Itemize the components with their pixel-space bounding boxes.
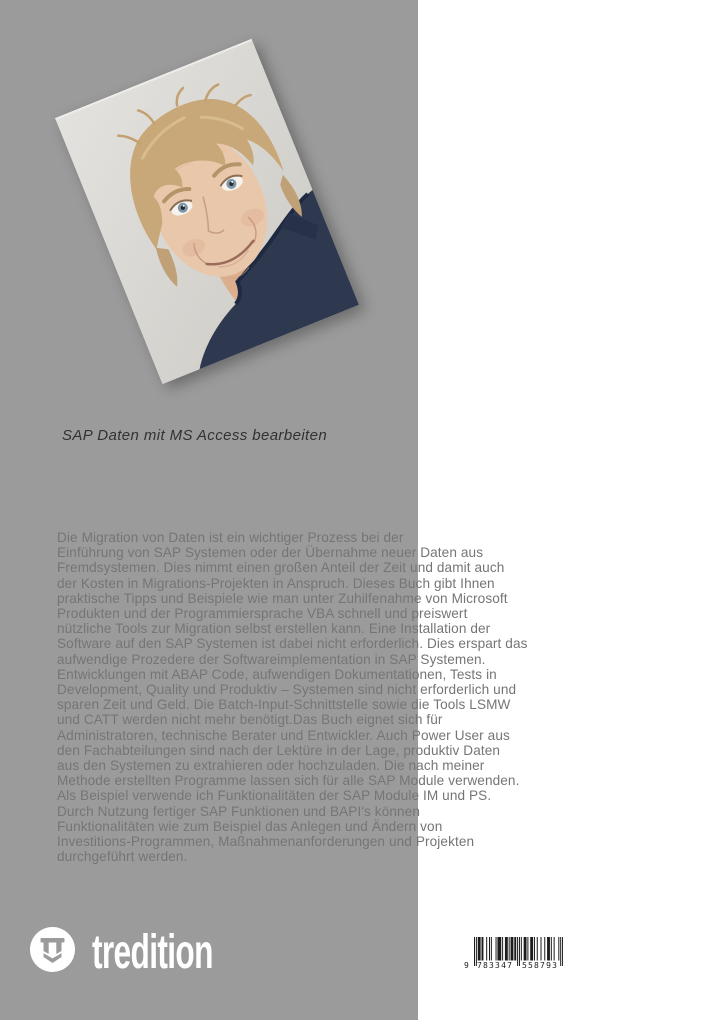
- blurb-line: Die Migration von Daten ist ein wichtiger Prozess bei der: [57, 530, 404, 545]
- blurb-line: den Fachabteilungen sind nach der Lektüre in der Lage, produktiv Daten: [57, 742, 501, 758]
- blurb-line: aus den Systemen zu extrahieren oder hochzuladen. Die nach meiner: [57, 758, 485, 774]
- blurb-line: nützliche Tools zur Migration selbst erstellen kann. Eine Installation der: [57, 621, 491, 637]
- blurb-line: Entwicklungen mit ABAP Code, aufwendigen Dokumentationen, Tests in: [57, 666, 497, 682]
- blurb-line: Funktionalitäten wie zum Beispiel das Anlegen und Ändern von: [57, 818, 443, 834]
- blurb-line: aufwendige Prozedere der Softwareimplementation in SAP Systemen.: [57, 651, 486, 667]
- blurb-line: Software auf den SAP Systemen ist dabei nicht erforderlich. Dies erspart das: [57, 636, 528, 652]
- blurb-line: Durch Nutzung fertiger SAP Funktionen und BAPI's können: [57, 803, 420, 819]
- blurb-line: Einführung von SAP Systemen oder der Übernahme neuer Daten aus: [57, 545, 484, 561]
- blurb-line: Fremdsystemen. Dies nimmt einen großen Anteil der Zeit und damit auch: [57, 560, 505, 576]
- blurb-line: durchgeführt werden.: [57, 849, 188, 865]
- barcode-lead-digit: 9: [464, 961, 471, 970]
- blurb-line: und CATT werden nicht mehr benötigt.Das Buch eignet sich für: [57, 712, 443, 728]
- blurb-line: Als Beispiel verwende ich Funktionalitäten der SAP Module IM und PS.: [57, 788, 492, 804]
- blurb-line: Methode erstellten Programme lassen sich für alle SAP Module verwenden.: [57, 773, 520, 789]
- barcode-digit-group-2: 558793: [522, 961, 559, 970]
- blurb-line: Investitions-Programmen, Maßnahmenanforderungen und Projekten: [57, 834, 475, 850]
- blurb-text: [57, 530, 528, 864]
- publisher-name: tredition: [92, 926, 213, 979]
- blurb-line: praktische Tipps und Beispiele wie man unter Zuhilfenahme von Microsoft: [57, 590, 508, 606]
- blurb-line: sparen Zeit und Geld. Die Batch-Input-Schnittstelle sowie die Tools LSMW: [57, 697, 511, 713]
- tredition-logo-icon: [30, 927, 75, 972]
- blurb-line: Administratoren, technische Berater und Entwickler. Auch Power User aus: [57, 727, 510, 743]
- blurb-line: Produkten und der Programmiersprache VBA schnell und preiswert: [57, 606, 468, 622]
- blurb-line: der Kosten in Migrations-Projekten in Anspruch. Dieses Buch gibt Ihnen: [57, 575, 495, 591]
- book-title-caption: SAP Daten mit MS Access bearbeiten: [62, 427, 328, 444]
- blurb-line: Development, Quality und Produktiv – Systemen sind nicht erforderlich und: [57, 682, 517, 698]
- barcode-digit-group-1: 783347: [477, 961, 514, 970]
